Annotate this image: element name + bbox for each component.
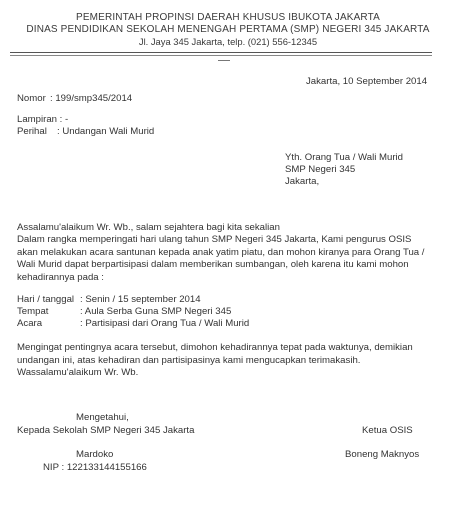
letterhead-address: Jl. Jaya 345 Jakarta, telp. (021) 556-12345	[138, 36, 318, 47]
osis-signatory-title: Ketua OSIS	[362, 425, 413, 436]
recipient-line2: SMP Negeri 345	[285, 164, 356, 175]
place-date: Jakarta, 10 September 2014	[306, 76, 428, 87]
greeting: Assalamu'alaikum Wr. Wb., salam sejahtera bagi kita sekalian	[17, 222, 280, 233]
letterhead-divider	[10, 52, 432, 53]
event-agenda-label: Acara	[17, 318, 43, 329]
letterhead-government: PEMERINTAH PROPINSI DAERAH KHUSUS IBUKOTA JAKARTA	[76, 12, 380, 23]
event-agenda-value: : Partisipasi dari Orang Tua / Wali Murid	[80, 318, 250, 329]
body-paragraph-2-line: Wassalamu'alaikum Wr. Wb.	[17, 367, 139, 379]
osis-signatory-name: Boneng Maknyos	[345, 449, 420, 460]
school-signatory-name: Mardoko	[76, 449, 114, 460]
event-day-label: Hari / tanggal	[17, 294, 75, 305]
event-place-label: Tempat	[17, 306, 49, 317]
letterhead-institution: DINAS PENDIDIKAN SEKOLAH MENENGAH PERTAMA (SMP) NEGERI 345 JAKARTA	[26, 24, 430, 35]
body-paragraph-1-line: kehadirannya pada :	[17, 271, 104, 283]
school-signatory-nip: NIP : 122133144155166	[43, 462, 147, 473]
body-paragraph-1-line: akan melakukan acara santunan kepada anak yatim piatu, dan mohon kiranya para Orang Tua /	[17, 246, 425, 258]
school-signatory-title: Kepada Sekolah SMP Negeri 345 Jakarta	[17, 425, 195, 436]
center-dash	[218, 60, 230, 61]
body-paragraph-1-line: Wali Murid dapat berpartisipasi dalam memberikan sumbangan, oleh karena itu kami mohon	[17, 259, 409, 271]
recipient-line1: Yth. Orang Tua / Wali Murid	[285, 152, 404, 163]
nomor-label: Nomor	[17, 93, 46, 104]
body-paragraph-2	[17, 342, 413, 380]
nomor-value: : 199/smp345/2014	[50, 93, 133, 104]
body-paragraph-1	[17, 234, 424, 284]
acknowledged-label: Mengetahui,	[76, 412, 129, 423]
lampiran-label: Lampiran : -	[17, 114, 69, 125]
body-paragraph-2-line: undangan ini, atas kehadiran dan partisipasinya kami mengucapkan terimakasih.	[17, 354, 361, 366]
body-paragraph-2-line: Mengingat pentingnya acara tersebut, dimohon kehadirannya tepat pada waktunya, demikian	[17, 342, 413, 353]
event-day-value: : Senin / 15 september 2014	[80, 294, 201, 305]
perihal-value: : Undangan Wali Murid	[57, 126, 155, 137]
perihal-label: Perihal	[17, 126, 47, 137]
event-place-value: : Aula Serba Guna SMP Negeri 345	[80, 306, 232, 317]
letterhead-divider-thin	[10, 55, 432, 56]
recipient-line3: Jakarta,	[285, 176, 320, 187]
body-paragraph-1-line: Dalam rangka memperingati hari ulang tahun SMP Negeri 345 Jakarta, Kami pengurus OSIS	[17, 234, 412, 245]
